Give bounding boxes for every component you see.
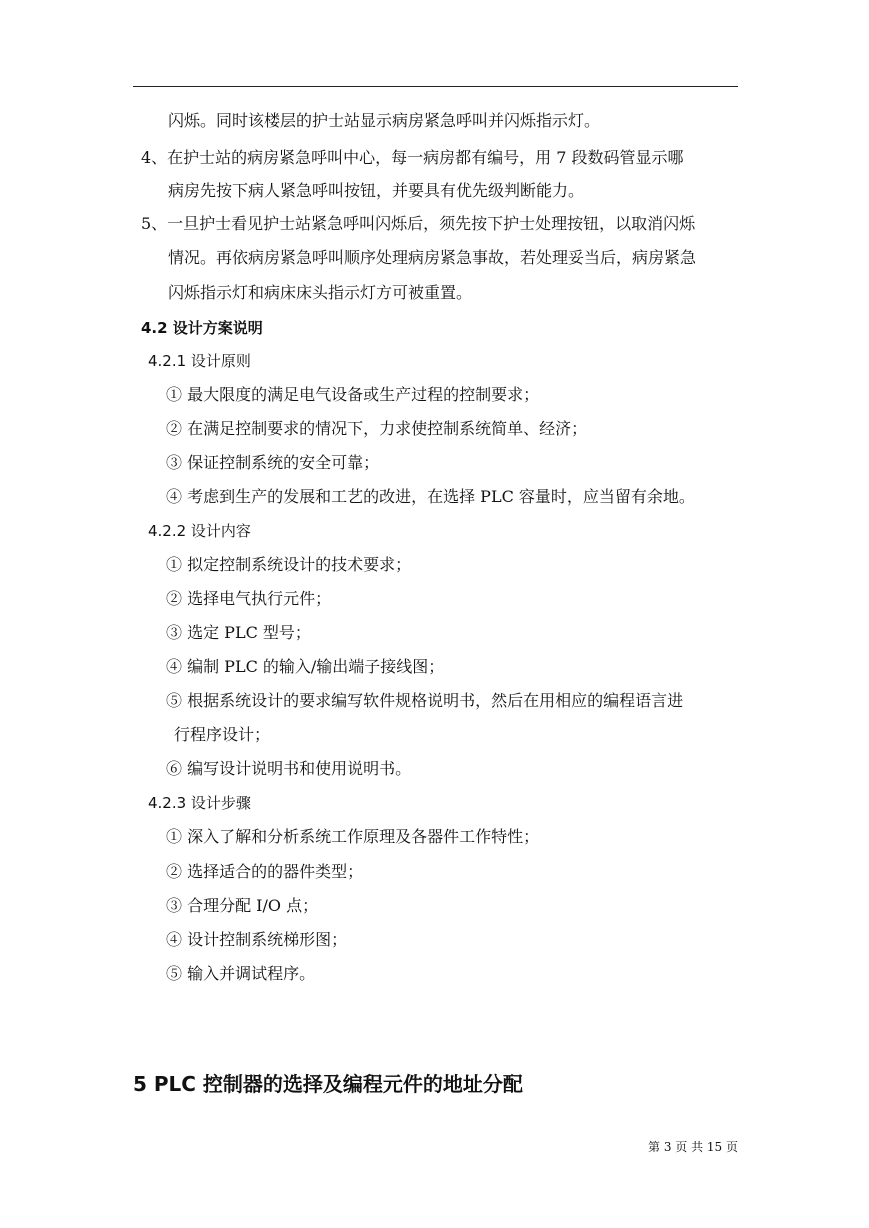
body-line: 病房先按下病人紧急呼叫按钮，并要具有优先级判断能力。 [168,181,585,200]
body-line: 闪烁指示灯和病床床头指示灯方可被重置。 [168,283,473,302]
subsection-heading-4-2-1: 4.2.1 设计原则 [148,352,251,370]
subsection-heading-4-2-2: 4.2.2 设计内容 [148,522,251,540]
list-item: ⑤ 根据系统设计的要求编写软件规格说明书，然后在用相应的编程语言进 [166,691,684,710]
subsection-heading-4-2-3: 4.2.3 设计步骤 [148,794,251,812]
list-item: ② 选择适合的的器件类型； [166,862,364,881]
list-item: ① 拟定控制系统设计的技术要求； [166,555,412,574]
list-item: ② 在满足控制要求的情况下，力求使控制系统简单、经济； [166,419,588,438]
body-line: 闪烁。同时该楼层的护士站显示病房紧急呼叫并闪烁指示灯。 [168,111,601,130]
list-item: ① 最大限度的满足电气设备或生产过程的控制要求； [166,385,540,404]
list-item: ③ 保证控制系统的安全可靠； [166,453,380,472]
body-line: 情况。再依病房紧急呼叫顺序处理病房紧急事故，若处理妥当后，病房紧急 [168,248,697,267]
chapter-heading-5: 5 PLC 控制器的选择及编程元件的地址分配 [133,1072,523,1096]
list-item: ⑤ 输入并调试程序。 [166,964,316,983]
page-number-footer: 第 3 页 共 15 页 [648,1140,738,1154]
header-rule [133,86,738,87]
list-item: ③ 选定 PLC 型号； [166,623,311,642]
section-heading-4-2: 4.2 设计方案说明 [141,319,263,337]
body-line: 4、在护士站的病房紧急呼叫中心，每一病房都有编号，用 7 段数码管显示哪 [141,148,684,167]
list-item: ⑥ 编写设计说明书和使用说明书。 [166,759,412,778]
list-item: ① 深入了解和分析系统工作原理及各器件工作特性； [166,827,540,846]
body-line: 5、一旦护士看见护士站紧急呼叫闪烁后，须先按下护士处理按钮，以取消闪烁 [141,214,696,233]
list-item: ④ 设计控制系统梯形图； [166,930,348,949]
list-item: ③ 合理分配 I/O 点； [166,896,319,915]
list-item: ④ 编制 PLC 的输入/输出端子接线图； [166,657,445,676]
list-item-continuation: 行程序设计； [174,725,271,744]
list-item: ④ 考虑到生产的发展和工艺的改进，在选择 PLC 容量时，应当留有余地。 [166,487,695,506]
list-item: ② 选择电气执行元件； [166,589,332,608]
